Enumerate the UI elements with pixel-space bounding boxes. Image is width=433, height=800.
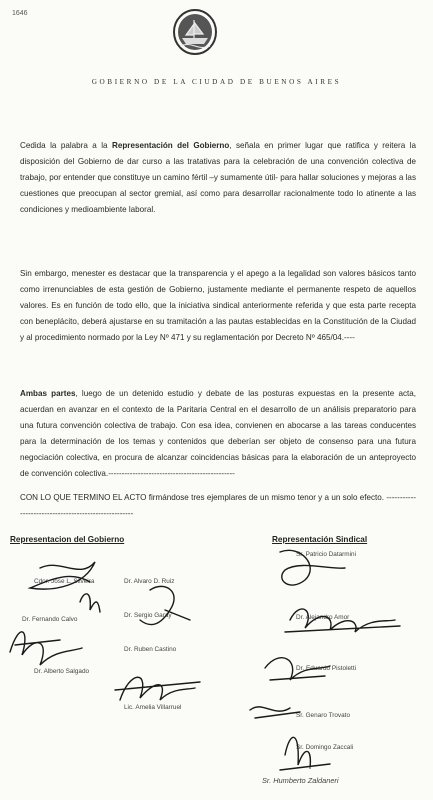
page-number: 1646 <box>12 10 28 17</box>
signature-name: Dr. Alvaro D. Ruiz <box>124 578 175 585</box>
signature-name: Dr. Sergio Garay <box>124 612 172 619</box>
signature-name: Sr. Humberto Zaldaneri <box>262 776 339 785</box>
signature-name: Dr. Eduardo Pistoletti <box>296 665 357 672</box>
p1-bold: Representación del Gobierno <box>112 141 230 150</box>
signature-name: Dr. Ruben Castino <box>124 646 177 653</box>
signature-name: Cdor. Jose L. Silveira <box>34 578 95 585</box>
paragraph-legality: Sin embargo, menester es destacar que la transparencia y el apego a la legalidad son valores básicos tanto como irrenunciables de esta gestión de Gobierno, justamente mediante el permanente respeto de aquellos valores. Es en función de todo ello, que la iniciativa sindical anteriormente referida y que esta parte recepta con beneplácito, deberá ajustarse en su tramitación a las pautas establecidas en la Constitución de la Ciudad y al procedimiento normado por la Ley Nº 471 y su reglamentación por Decreto Nº 465/04.---- <box>20 269 416 343</box>
signature-name: Dr. Alejandro Amor <box>296 614 350 621</box>
signature-name: Dr. Fernando Calvo <box>22 616 78 623</box>
handwritten-signatures <box>0 540 433 800</box>
signature-name: Dr. Alberto Salgado <box>34 668 90 675</box>
p3-bold: Ambas partes <box>20 389 76 398</box>
signature-name: Sr. Genaro Trovato <box>296 712 350 719</box>
p1-text: , señala en primer lugar que ratifica y reitera la disposición del Gobierno de dar curso a las tratativas para la celebración de una convención colectiva de trabajo, por entender que constituye un camino fértil –y sumamente útil- para hallar soluciones y mejoras a las cuestiones que preocupan al sector gremial, así como para desarrollar racionalmente todo lo atinente a las condiciones y medioambiente laboral. <box>20 141 417 215</box>
signature-name: Sr. Patricio Datarmini <box>296 551 357 558</box>
city-seal-emblem <box>172 8 218 56</box>
signature-name: Sr. Domingo Zaccali <box>296 744 354 751</box>
government-header: GOBIERNO DE LA CIUDAD DE BUENOS AIRES <box>91 78 342 86</box>
signature-name: Lic. Amelia Villarruel <box>124 704 182 711</box>
gov-representation-heading: Representacion del Gobierno <box>10 535 125 544</box>
paragraph-agreement <box>20 386 416 483</box>
paragraph-closing: CON LO QUE TERMINO EL ACTO firmándose tres ejemplares de un mismo tenor y a un solo efecto. ----------------------------------------------------- <box>20 493 416 519</box>
paragraph-government-statement <box>20 138 416 218</box>
p3-dashes: ----------------------------------------------- <box>108 469 235 479</box>
union-representation-heading: Representación Sindical <box>272 535 368 544</box>
p3-text: , luego de un detenido estudio y debate de las posturas expuestas en la presente acta, acuerdan en avanzar en el contexto de la Paritaria Central en el desarrollo de un análisis preparatorio para una futura convención colectiva de trabajo. Con esa idea, convienen en abocarse a las tareas conducentes para la determinación de los temas y contenidos que deberían ser objeto de consenso para una futura negociación colectiva, en procura de alcanzar coincidencias básicas para la elaboración de un anteproyecto de convención colectiva. <box>20 389 417 479</box>
p1-lead: Cedida la palabra a la <box>20 141 112 150</box>
